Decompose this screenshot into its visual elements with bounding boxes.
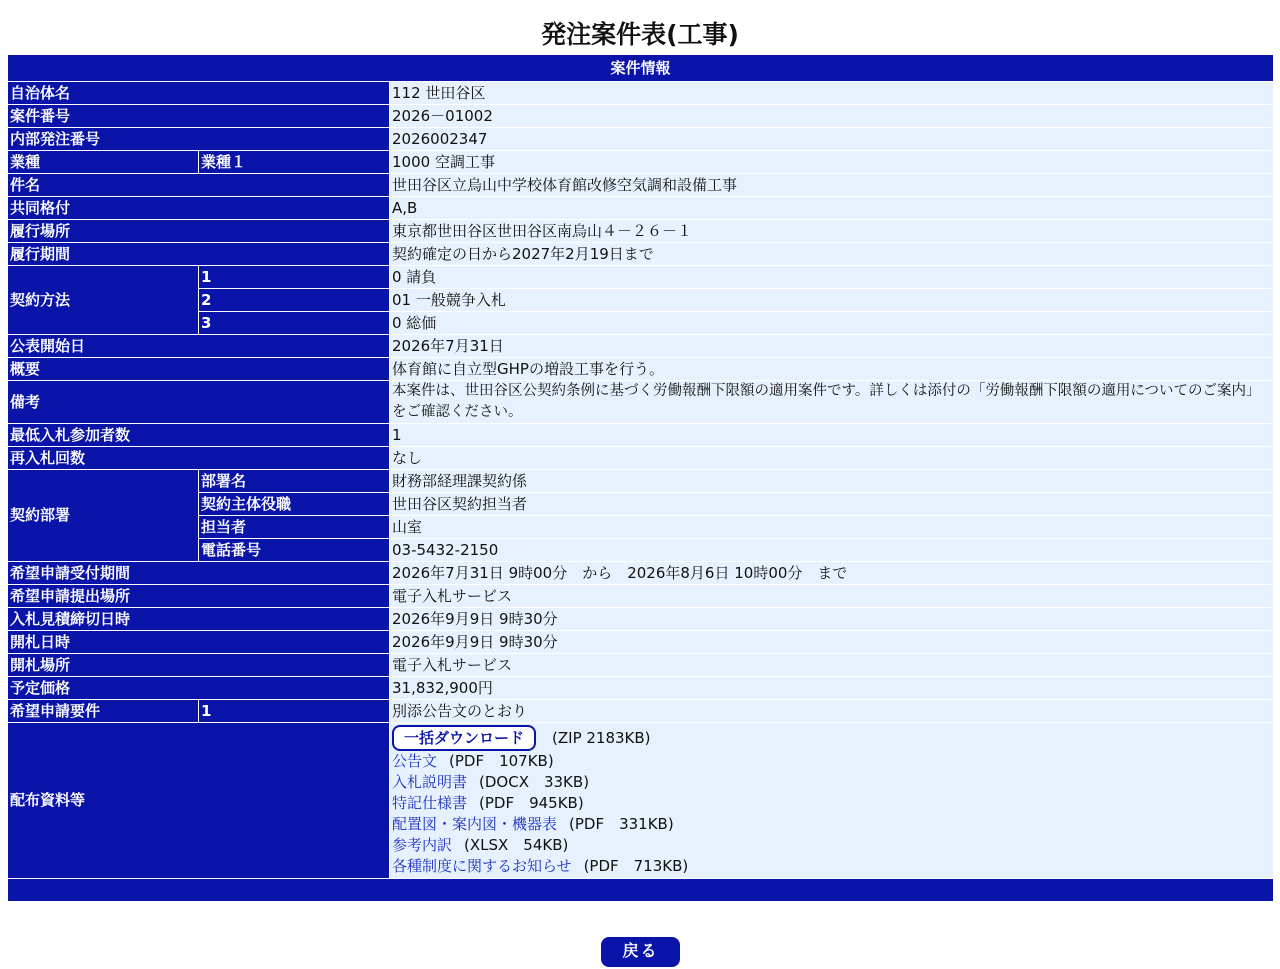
location-value: 東京都世田谷区世田谷区南烏山４－２６－１ xyxy=(390,220,1274,243)
case-number-value: 2026－01002 xyxy=(390,105,1274,128)
document-info: (PDF 713KB) xyxy=(583,857,689,875)
contract-dept-label: 契約部署 xyxy=(8,470,199,562)
case-number-label: 案件番号 xyxy=(8,105,390,128)
page-title: 発注案件表(工事) xyxy=(541,20,739,49)
contract-officer-value: 世田谷区契約担当者 xyxy=(390,493,1274,516)
document-item xyxy=(392,856,1271,877)
application-place-value: 電子入札サービス xyxy=(390,585,1274,608)
rebid-count-value: なし xyxy=(390,447,1274,470)
document-link[interactable]: 入札説明書 xyxy=(392,773,468,791)
internal-number-value: 2026002347 xyxy=(390,128,1274,151)
municipality-value: 112 世田谷区 xyxy=(390,82,1274,105)
document-item xyxy=(392,751,1271,772)
industry-value: 1000 空調工事 xyxy=(390,151,1274,174)
document-link[interactable]: 特記仕様書 xyxy=(392,794,468,812)
opening-place-value: 電子入札サービス xyxy=(390,654,1274,677)
remarks-value: 本案件は、世田谷区公契約条例に基づく労働報酬下限額の適用案件です。詳しくは添付の「労働報酬下限額の適用についてのご案内」をご確認ください。 xyxy=(390,381,1274,424)
person-in-charge-value: 山室 xyxy=(390,516,1274,539)
contract-officer-label: 契約主体役職 xyxy=(199,493,390,516)
application-period-label: 希望申請受付期間 xyxy=(8,562,390,585)
dept-name-label: 部署名 xyxy=(199,470,390,493)
planned-price-value: 31,832,900円 xyxy=(390,677,1274,700)
rebid-count-label: 再入札回数 xyxy=(8,447,390,470)
document-link[interactable]: 各種制度に関するお知らせ xyxy=(392,857,572,875)
contract-method-value: 0 請負 xyxy=(390,266,1274,289)
publish-date-label: 公表開始日 xyxy=(8,335,390,358)
min-bidders-label: 最低入札参加者数 xyxy=(8,424,390,447)
planned-price-label: 予定価格 xyxy=(8,677,390,700)
opening-place-label: 開札場所 xyxy=(8,654,390,677)
industry-label: 業種 xyxy=(8,151,199,174)
subject-value: 世田谷区立烏山中学校体育館改修空気調和設備工事 xyxy=(390,174,1274,197)
location-label: 履行場所 xyxy=(8,220,390,243)
overview-label: 概要 xyxy=(8,358,390,381)
bulk-download-button[interactable]: 一括ダウンロード xyxy=(392,725,536,751)
application-req-label: 希望申請要件 xyxy=(8,700,199,723)
period-label: 履行期間 xyxy=(8,243,390,266)
application-req-sub: 1 xyxy=(199,700,390,723)
document-info: (PDF 107KB) xyxy=(449,752,554,770)
case-info-table xyxy=(7,54,1274,902)
document-link[interactable]: 配置図・案内図・機器表 xyxy=(392,815,558,833)
municipality-label: 自治体名 xyxy=(8,82,390,105)
dept-name-value: 財務部経理課契約係 xyxy=(390,470,1274,493)
joint-rating-value: A,B xyxy=(390,197,1274,220)
document-info: (PDF 945KB) xyxy=(479,794,584,812)
document-item xyxy=(392,814,1271,835)
opening-datetime-value: 2026年9月9日 9時30分 xyxy=(390,631,1274,654)
min-bidders-value: 1 xyxy=(390,424,1274,447)
contract-method-label: 契約方法 xyxy=(8,266,199,335)
remarks-label: 備考 xyxy=(8,381,390,424)
table-footer-bar xyxy=(8,879,1274,902)
subject-label: 件名 xyxy=(8,174,390,197)
contract-method-sub: 3 xyxy=(199,312,390,335)
document-info: (XLSX 54KB) xyxy=(464,836,569,854)
contract-method-sub: 1 xyxy=(199,266,390,289)
overview-value: 体育館に自立型GHPの増設工事を行う。 xyxy=(390,358,1274,381)
contract-method-value: 01 一般競争入札 xyxy=(390,289,1274,312)
contract-method-value: 0 総価 xyxy=(390,312,1274,335)
period-value: 契約確定の日から2027年2月19日まで xyxy=(390,243,1274,266)
documents-list xyxy=(390,723,1274,879)
document-info: (DOCX 33KB) xyxy=(479,773,590,791)
document-link[interactable]: 公告文 xyxy=(392,752,438,770)
document-item xyxy=(392,835,1271,856)
joint-rating-label: 共同格付 xyxy=(8,197,390,220)
industry-sub-label: 業種１ xyxy=(199,151,390,174)
phone-label: 電話番号 xyxy=(199,539,390,562)
person-in-charge-label: 担当者 xyxy=(199,516,390,539)
contract-method-sub: 2 xyxy=(199,289,390,312)
opening-datetime-label: 開札日時 xyxy=(8,631,390,654)
bid-deadline-label: 入札見積締切日時 xyxy=(8,608,390,631)
document-info: (PDF 331KB) xyxy=(569,815,674,833)
bulk-download-row xyxy=(392,725,1271,751)
back-button[interactable]: 戻る xyxy=(601,937,680,967)
internal-number-label: 内部発注番号 xyxy=(8,128,390,151)
document-link[interactable]: 参考内訳 xyxy=(392,836,453,854)
application-period-value: 2026年7月31日 9時00分 から 2026年8月6日 10時00分 まで xyxy=(390,562,1274,585)
phone-value: 03-5432-2150 xyxy=(390,539,1274,562)
section-caption: 案件情報 xyxy=(8,55,1274,82)
document-item xyxy=(392,772,1271,793)
document-item xyxy=(392,793,1271,814)
bulk-download-info: (ZIP 2183KB) xyxy=(552,729,651,747)
application-req-value: 別添公告文のとおり xyxy=(390,700,1274,723)
application-place-label: 希望申請提出場所 xyxy=(8,585,390,608)
publish-date-value: 2026年7月31日 xyxy=(390,335,1274,358)
bid-deadline-value: 2026年9月9日 9時30分 xyxy=(390,608,1274,631)
documents-label: 配布資料等 xyxy=(8,723,390,879)
